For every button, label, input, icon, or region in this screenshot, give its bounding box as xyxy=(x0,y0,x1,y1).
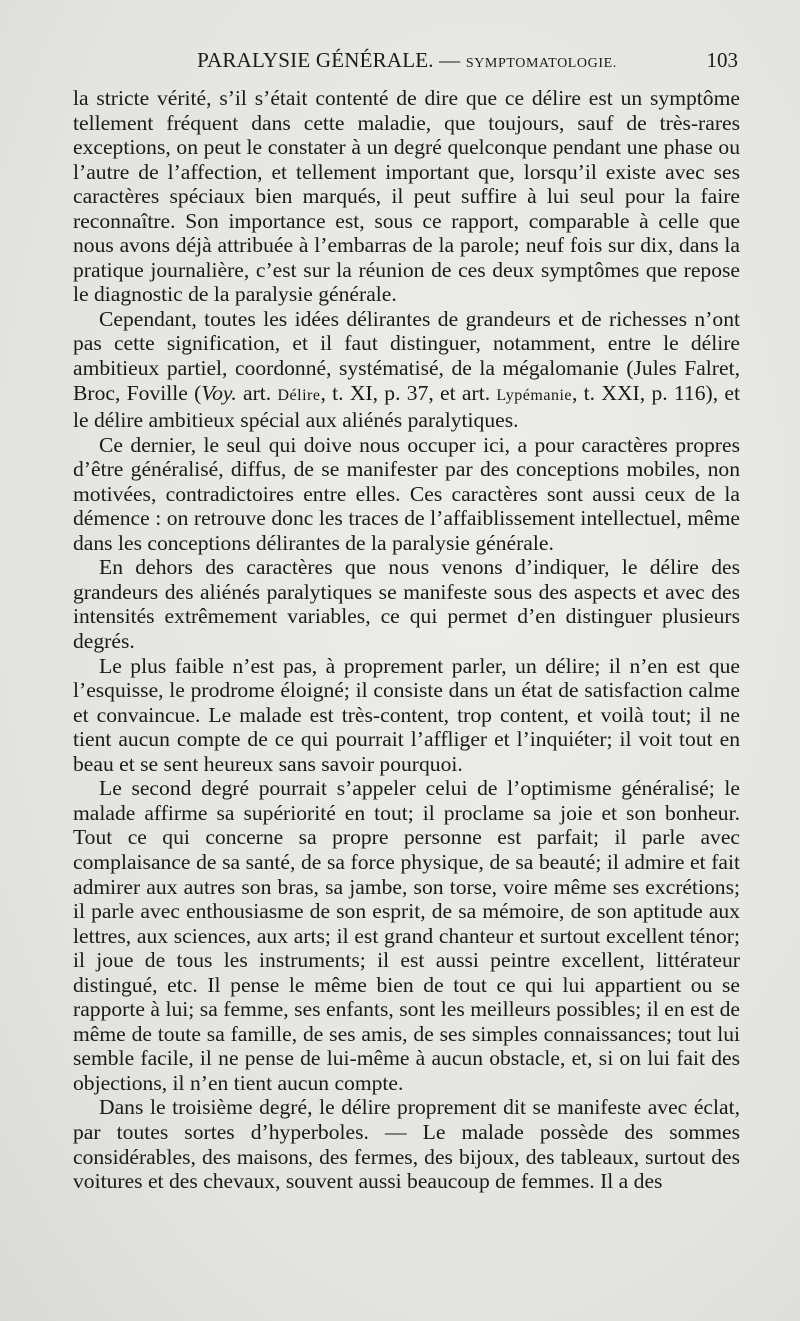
paragraph-6: Le second degré pourrait s’appeler celui de l’optimisme généralisé; le malade affirme sa supériorité en tout; il proclame sa joie et son bonheur. Tout ce qui concerne sa propre personne est parfait; il parle avec complaisance de sa santé, de sa force physique, de sa beauté; il admire et fait admirer aux autres son bras, sa jambe, son torse, voire même ses excrétions; il parle avec enthousiasme de son esprit, de sa mémoire, de son aptitude aux lettres, aux sciences, aux arts; il est grand chanteur et surtout excellent ténor; il joue de tous les instruments; il est aussi peintre excellent, littérateur distingué, etc. Il pense le même bien de tout ce qui lui appartient ou se rapporte à lui; sa femme, ses enfants, sont les meilleurs possibles; il en est de même de toute sa famille, de ses amis, de ses simples connaissances; tout lui semble facile, il ne pense de lui-même à aucun obstacle, et, si on lui fait des objections, il n’en tient aucun compte. xyxy=(73,776,740,1095)
header-section: SYMPTOMATOLOGIE. xyxy=(465,56,617,71)
reference-lypemanie: Lypémanie xyxy=(496,386,572,404)
paragraph-2-text-before: Cependant, toutes les idées délirantes de grandeurs et de richesses n’ont pas cette signification, et il faut distinguer, notamment, entre le délire ambitieux partiel, coordonné, systématisé, de la mégalomanie (Jules Falret, Broc, Foville ( xyxy=(73,306,740,405)
header-title-main: PARALYSIE GÉNÉRALE. xyxy=(197,48,434,72)
paragraph-2-text-after: , t. XXI, p. 116), et le délire ambitieux spécial aux aliénés paralytiques. xyxy=(73,380,740,433)
page-number: 103 xyxy=(706,48,738,72)
header-title-dash: — xyxy=(433,48,466,72)
paragraph-3: Ce dernier, le seul qui doive nous occuper ici, a pour caractères propres d’être généralisé, diffus, de se manifester par des conceptions mobiles, non motivées, contradictoires entre elles. Ces caractères sont aussi ceux de la démence : on retrouve donc les traces de l’affaiblissement intellectuel, même dans les conceptions délirantes de la paralysie générale. xyxy=(73,432,740,555)
body-text xyxy=(73,86,740,1194)
paragraph-4: En dehors des caractères que nous venons d’indiquer, le délire des grandeurs des aliénés paralytiques se manifeste sous des aspects et avec des intensités extrêmement variables, ce qui permet d’en distinguer plusieurs degrés. xyxy=(73,555,740,654)
reference-delire: Délire xyxy=(277,386,321,404)
paragraph-5: Le plus faible n’est pas, à proprement parler, un délire; il n’en est que l’esquisse, le prodrome éloigné; il consiste dans un état de satisfaction calme et convaincue. Le malade est très-content, trop content, et voilà tout; il ne tient aucun compte de ce qui pourrait l’affliger et l’inquiéter; il voit tout en beau et se sent heureux sans savoir pourquoi. xyxy=(73,653,740,776)
paragraph-2-mid: , t. XI, p. 37, et art. xyxy=(320,380,497,405)
paragraph-7: Dans le troisième degré, le délire proprement dit se manifeste avec éclat, par toutes sortes d’hyperboles. — Le malade possède des sommes considérables, des maisons, des fermes, des bijoux, des tableaux, surtout des voitures et des chevaux, souvent aussi beaucoup de femmes. Il a des xyxy=(73,1095,740,1194)
running-header xyxy=(72,48,742,78)
voy-abbreviation: Voy. xyxy=(201,380,237,405)
paragraph-2-art: art. xyxy=(236,380,278,405)
running-title xyxy=(72,48,742,73)
paragraph-1: la stricte vérité, s’il s’était contenté de dire que ce délire est un symptôme tellement fréquent dans cette maladie, que toujours, sauf de très-rares exceptions, on peut le constater à un degré quelconque pendant une phase ou l’autre de l’affection, et tellement important que, lorsqu’il existe avec ses caractères spéciaux bien marqués, il peut suffire à lui seul pour la faire reconnaître. Son importance est, sous ce rapport, comparable à celle que nous avons déjà attribuée à l’embarras de la parole; neuf fois sur dix, dans la pratique journalière, c’est sur la réunion de ces deux symptômes que repose le diagnostic de la paralysie générale. xyxy=(73,86,740,307)
paragraph-2 xyxy=(73,307,740,433)
